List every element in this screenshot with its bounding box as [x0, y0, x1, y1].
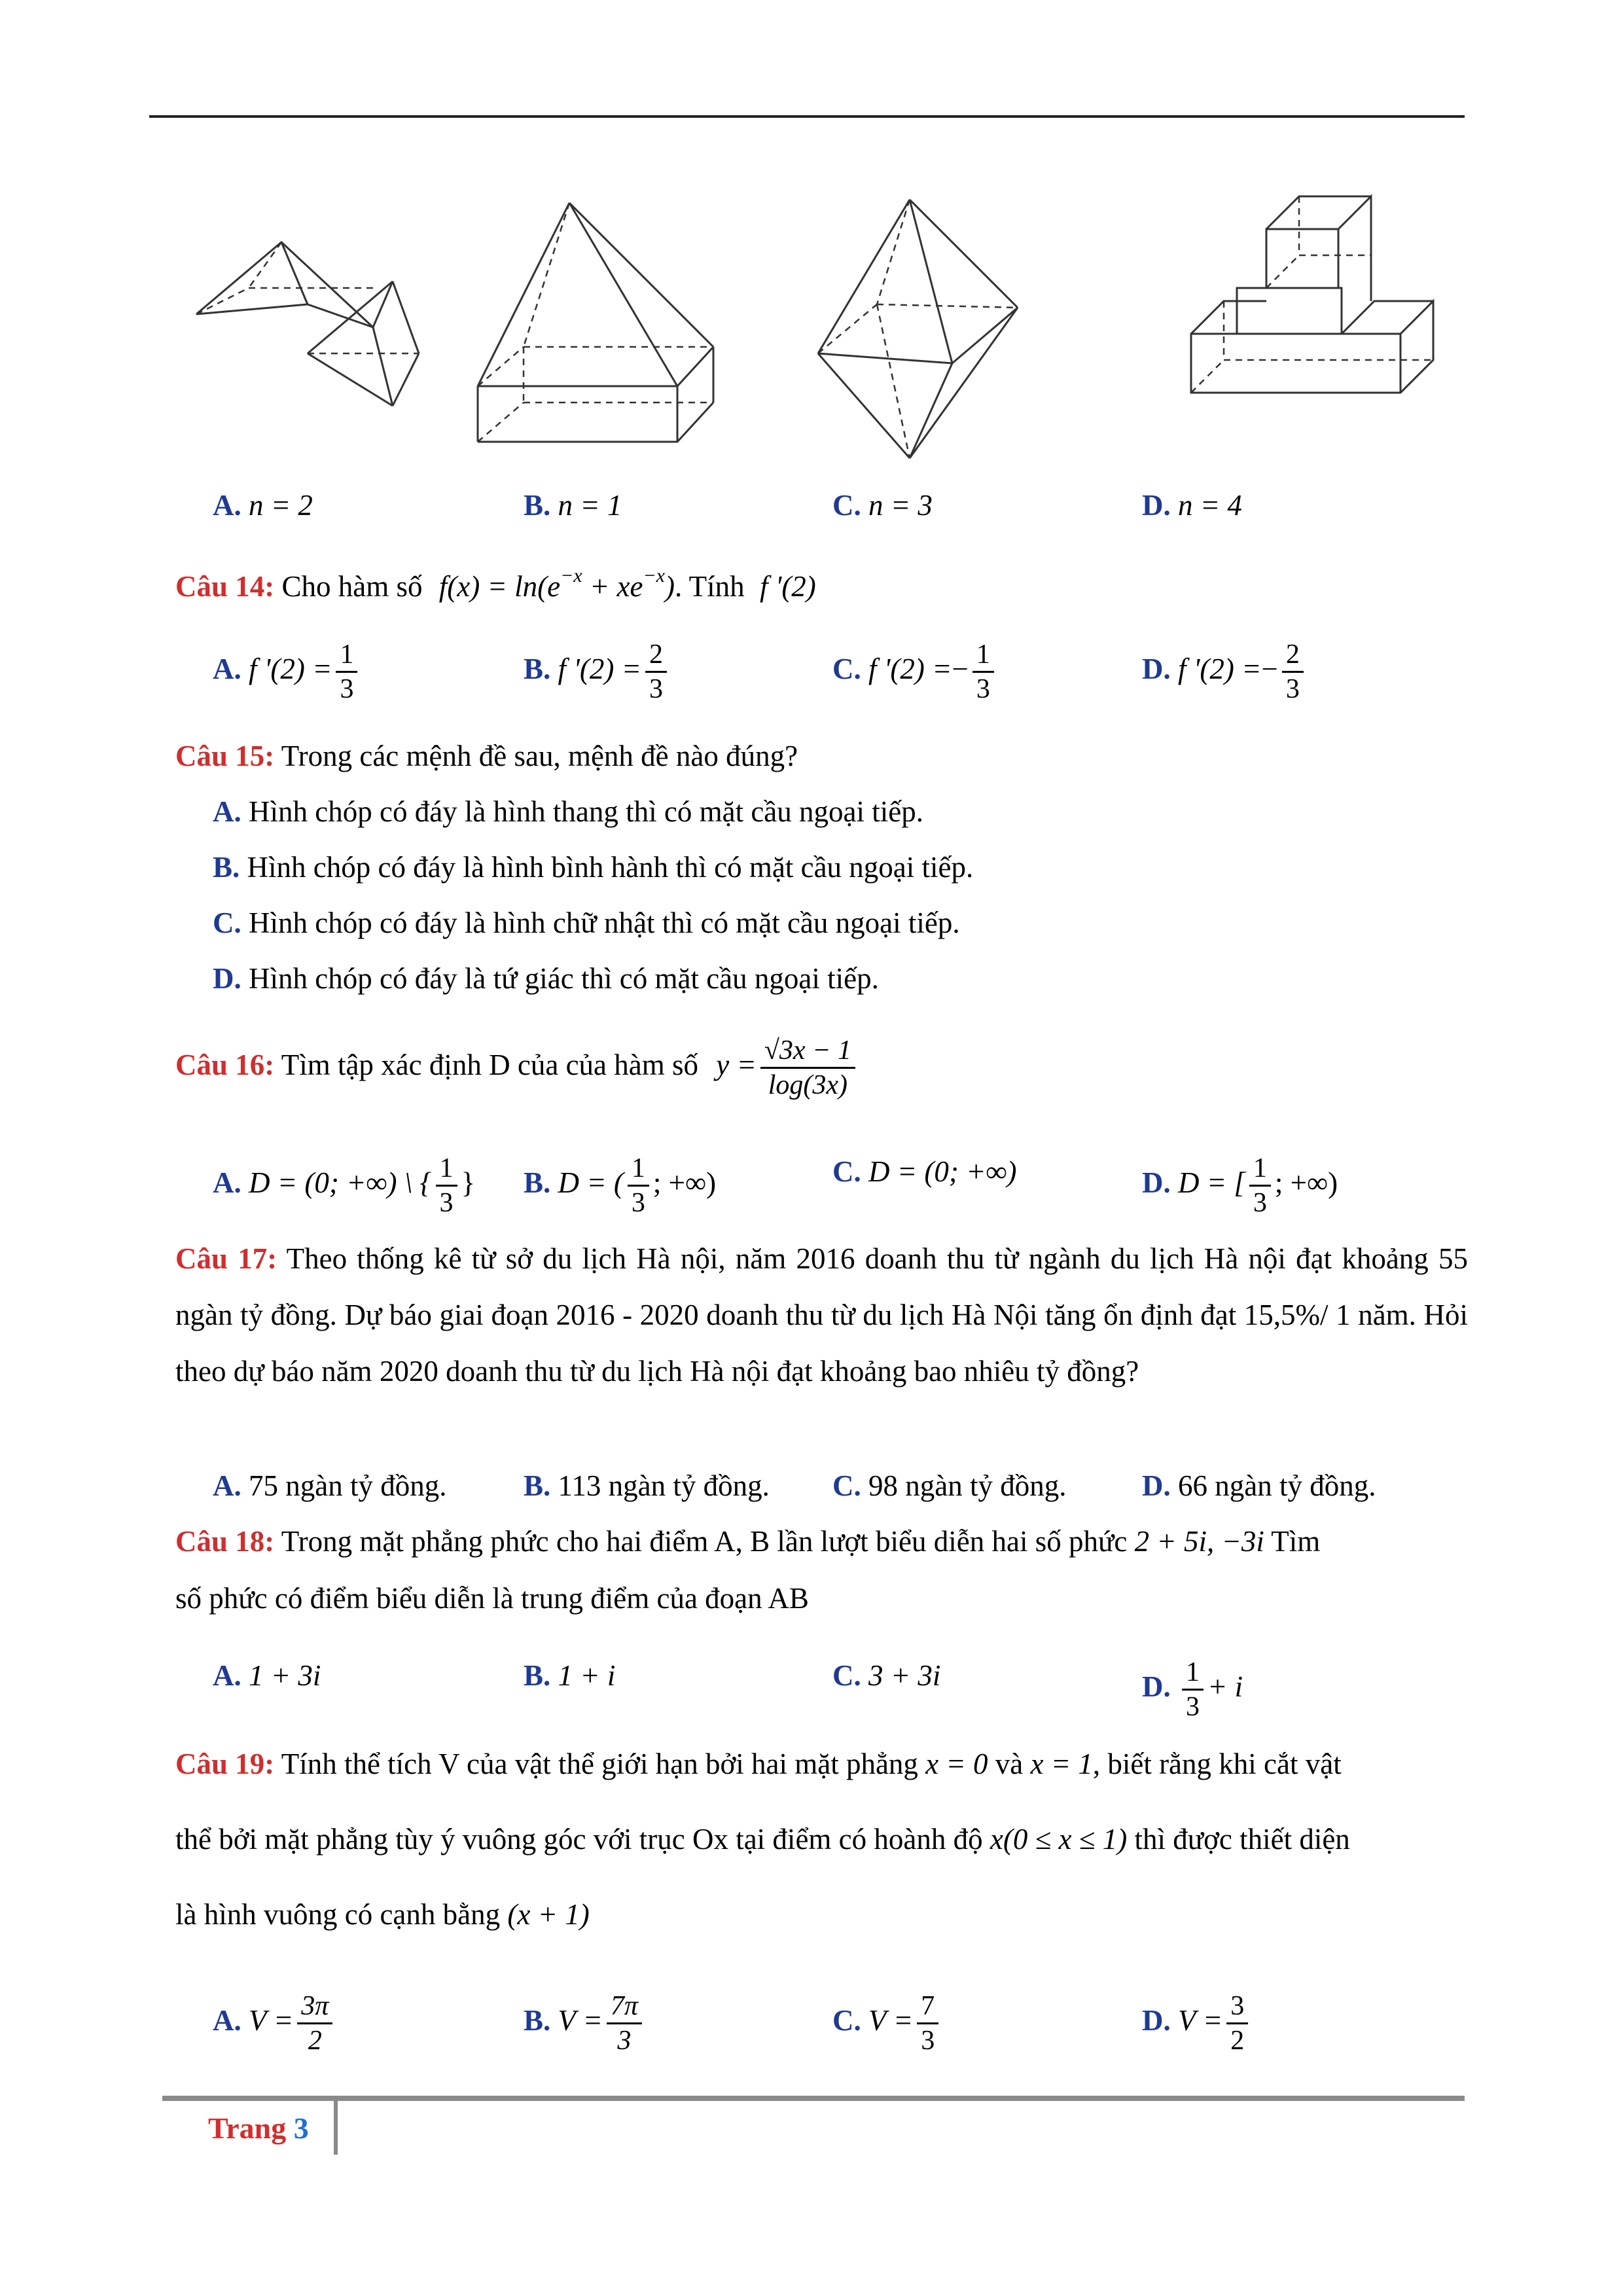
q18-stem-line2: số phức có điểm biểu diễn là trung điểm của đoạn AB	[175, 1582, 809, 1615]
q19-stem-line2: thể bởi mặt phẳng tùy ý vuông góc với trục Ox tại điểm có hoành độ x(0 ≤ x ≤ 1) thì được thiết diện	[175, 1823, 1350, 1856]
q14-option-a[interactable]: A. f '(2) = $\frac{1}{3}$	[213, 638, 361, 706]
q19-option-b[interactable]: B. V = $\frac{7\pi}{3}$	[524, 1990, 646, 2057]
q14-option-d[interactable]: D. f '(2) =− $\frac{2}{3}$	[1142, 638, 1308, 706]
q18-option-d[interactable]: D. $\frac{1}{3}$ + i	[1142, 1657, 1243, 1722]
q13-option-a[interactable]: A. n = 2	[213, 489, 313, 522]
q16-option-b[interactable]: B. D = ( $\frac{1}{3}$ ; +∞)	[524, 1153, 717, 1218]
header-rule	[149, 115, 1465, 118]
q14-option-c[interactable]: C. f '(2) =− $\frac{1}{3}$	[832, 638, 998, 706]
q19-stem-line3: là hình vuông có cạnh bằng (x + 1)	[175, 1898, 590, 1931]
q17-stem: Câu 17: Theo thống kê từ sở du lịch Hà nội, năm 2016 doanh thu từ ngành du lịch Hà nội đạt khoảng 55 ngàn tỷ đồng. Dự báo giai đoạn 2016 - 2020 doanh thu từ du lịch Hà Nội tăng ổn định đạt 15,5%/ 1 năm. Hỏi theo dự báo năm 2020 doanh thu từ du lịch Hà nội đạt khoảng bao nhiêu tỷ đồng?	[175, 1242, 1469, 1388]
q17-option-b[interactable]: B. 113 ngàn tỷ đồng.	[524, 1469, 770, 1502]
q14-stem: Câu 14: Cho hàm số $f(x) = \ln(e^{-x} + xe^{-x})$. Tính f '(2)	[175, 565, 816, 603]
figure-stepped-blocks	[1178, 190, 1453, 412]
q18-option-a[interactable]: A. 1 + 3i	[213, 1659, 321, 1692]
q14-option-b[interactable]: B. f '(2) = $\frac{2}{3}$	[524, 638, 671, 706]
q16-option-c[interactable]: C. D = (0; +∞)	[832, 1155, 1017, 1188]
q15-option-b[interactable]: B. Hình chóp có đáy là hình bình hành thì có mặt cầu ngoại tiếp.	[213, 851, 974, 884]
q13-option-c[interactable]: C. n = 3	[832, 489, 933, 522]
figure-pyramid-on-box	[458, 190, 733, 452]
footer-divider	[334, 2096, 338, 2155]
footer-rule	[162, 2096, 1465, 2101]
q18-option-c[interactable]: C. 3 + 3i	[832, 1659, 941, 1692]
q15-option-c[interactable]: C. Hình chóp có đáy là hình chữ nhật thì có mặt cầu ngoại tiếp.	[213, 906, 960, 939]
q16-stem: Câu 16: Tìm tập xác định D của của hàm số y = $\frac{√3x - 1}{\log(3x)}$	[175, 1034, 859, 1102]
q13-option-d[interactable]: D. n = 4	[1142, 489, 1242, 522]
q19-option-c[interactable]: C. V = $\frac{7}{3}$	[832, 1990, 942, 2057]
q17-option-a[interactable]: A. 75 ngàn tỷ đồng.	[213, 1469, 447, 1502]
figure-two-pyramids	[177, 190, 452, 425]
q18-option-b[interactable]: B. 1 + i	[524, 1659, 616, 1692]
q15-stem: Câu 15: Trong các mệnh đề sau, mệnh đề nào đúng?	[175, 740, 798, 772]
q16-option-a[interactable]: A. D = (0; +∞) \ { $\frac{1}{3}$ }	[213, 1153, 476, 1218]
q17-option-d[interactable]: D. 66 ngàn tỷ đồng.	[1142, 1469, 1376, 1502]
q16-option-d[interactable]: D. D = [ $\frac{1}{3}$ ; +∞)	[1142, 1153, 1338, 1218]
page-number: Trang 3	[208, 2111, 309, 2145]
q19-option-a[interactable]: A. V = $\frac{3\pi}{2}$	[213, 1990, 336, 2057]
figure-octahedron	[805, 190, 1041, 465]
q17-option-c[interactable]: C. 98 ngàn tỷ đồng.	[832, 1469, 1067, 1502]
q19-stem: Câu 19: Tính thể tích V của vật thể giới hạn bởi hai mặt phẳng x = 0 và x = 1, biết rằng khi cắt vật	[175, 1748, 1342, 1780]
q15-option-a[interactable]: A. Hình chóp có đáy là hình thang thì có mặt cầu ngoại tiếp.	[213, 795, 923, 828]
polyhedra-figures	[151, 190, 1492, 478]
q13-option-b[interactable]: B. n = 1	[524, 489, 622, 522]
q18-stem: Câu 18: Trong mặt phẳng phức cho hai điểm A, B lần lượt biểu diễn hai số phức 2 + 5i, −3i Tìm	[175, 1525, 1321, 1558]
q15-option-d[interactable]: D. Hình chóp có đáy là tứ giác thì có mặt cầu ngoại tiếp.	[213, 962, 879, 995]
q19-option-d[interactable]: D. V = $\frac{3}{2}$	[1142, 1990, 1252, 2057]
q14-function: $f(x) = \ln(e^{-x} + xe^{-x})$	[438, 565, 675, 603]
